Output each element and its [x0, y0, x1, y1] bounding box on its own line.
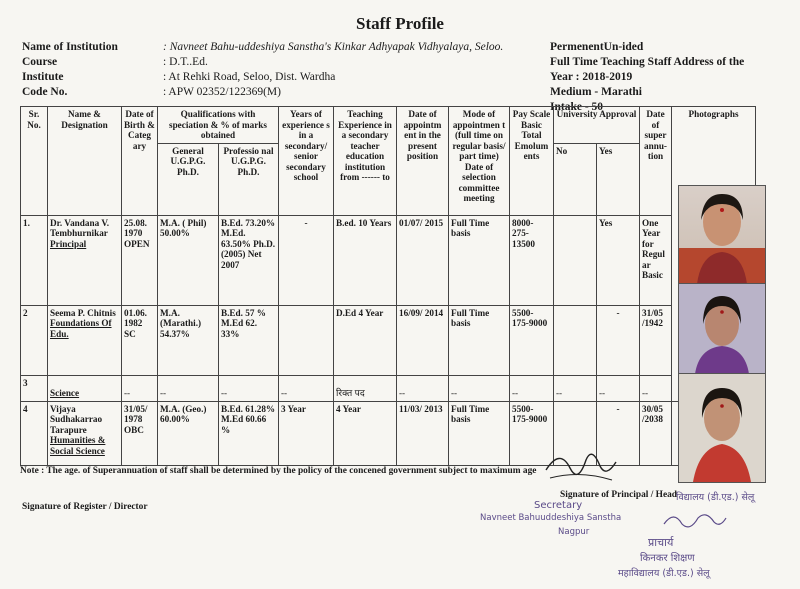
signature-stamp-icon	[660, 508, 730, 534]
row-designation: Humanities & Social Science	[50, 435, 106, 456]
row-prof: B.Ed. 57 % M.Ed 62. 33%	[219, 305, 279, 375]
table-row	[21, 401, 756, 465]
row-doa: 01/07/ 2015	[397, 215, 449, 305]
person-photo-icon	[679, 186, 765, 284]
row-general: --	[158, 375, 219, 401]
row-designation: Science	[50, 388, 80, 398]
table-row	[21, 215, 756, 305]
row-pay: 5500- 175-9000	[510, 401, 554, 465]
header-right	[550, 40, 795, 115]
row-mode: --	[449, 375, 510, 401]
col-dob: Date of Birth & Categ ary	[122, 107, 158, 216]
label-institute: Institute	[22, 71, 64, 83]
row-sr: 1.	[21, 215, 48, 305]
table-row	[21, 375, 756, 401]
row-mode: Full Time basis	[449, 215, 510, 305]
col-approval-yes: Yes	[597, 143, 640, 215]
page-title: Staff Profile	[356, 14, 444, 33]
row-pay: 5500- 175-9000	[510, 305, 554, 375]
col-name: Name & Designation	[48, 107, 122, 216]
row-super: One Year for Regul ar Basic	[640, 215, 672, 305]
row-doa: --	[397, 375, 449, 401]
row-name: Seema P. Chitnis	[50, 307, 116, 318]
row-prof: B.Ed. 61.28% M.Ed 60.66 %	[219, 401, 279, 465]
right-line-1: PermenentUn-ided	[550, 41, 644, 53]
row-exp: --	[279, 375, 334, 401]
stamp-secretary: Secretary	[534, 500, 583, 511]
row-designation: Principal	[50, 238, 87, 249]
row-name-cell	[48, 375, 122, 401]
row-general: M.A. (Geo.) 60.00%	[158, 401, 219, 465]
row-super: 31/05 /1942	[640, 305, 672, 375]
stamp-hindi-principal: प्राचार्य	[648, 536, 674, 549]
row-dob: 31/05/ 1978 OBC	[122, 401, 158, 465]
stamp-hindi-line2: किनकर शिक्षण	[640, 553, 695, 564]
header-values	[163, 40, 553, 100]
row-no: --	[554, 375, 597, 401]
row-general: M.A. (Marathi.) 54.37%	[158, 305, 219, 375]
row-exp: -	[279, 215, 334, 305]
col-super: Date of super annu- tion	[640, 107, 672, 216]
right-line-3: Year : 2018-2019	[550, 71, 633, 83]
label-code: Code No.	[22, 86, 68, 98]
row-exp	[279, 305, 334, 375]
photo-staff-4	[678, 373, 766, 483]
col-pay: Pay Scale Basic Total Emolum ents	[510, 107, 554, 216]
col-doa: Date of appointm ent in the present position	[397, 107, 449, 216]
stamp-city: Nagpur	[558, 527, 590, 537]
row-dob: 01.06. 1982 SC	[122, 305, 158, 375]
row-yes: --	[597, 375, 640, 401]
col-photo: Photographs	[672, 107, 756, 402]
row-super: 30/05 /2038	[640, 401, 672, 465]
row-prof: B.Ed. 73.20% M.Ed. 63.50% Ph.D. (2005) Net 2007	[219, 215, 279, 305]
row-sr: 4	[21, 401, 48, 465]
row-no	[554, 215, 597, 305]
col-approval: University Approval	[554, 107, 640, 144]
row-name: Dr. Vandana V. Tembhurnikar	[50, 217, 110, 238]
right-line-2: Full Time Teaching Staff Address of the	[550, 56, 745, 68]
col-qual-prof: Professio nal U.G.P.G. Ph.D.	[219, 143, 279, 215]
stamp-hindi-top: विद्यालय (डी.एड.) सेलू	[676, 492, 755, 503]
row-name: Vijaya Sudhakarrao Tarapure	[50, 403, 103, 435]
value-code: : APW 02352/122369(M)	[163, 86, 281, 98]
col-exp: Years of experience s in a secondary/ senior secondary school	[279, 107, 334, 216]
stamp-org: Navneet Bahuuddeshiya Sanstha	[480, 513, 622, 523]
col-mode: Mode of appointmen t (full time on regular basis/ part time) Date of selection committee meeting	[449, 107, 510, 216]
value-course: : D.T..Ed.	[163, 56, 208, 68]
signature-principal-icon	[540, 440, 620, 490]
row-doa: 11/03/ 2013	[397, 401, 449, 465]
right-line-5: Intake - 50	[550, 101, 604, 113]
photo-staff-2	[678, 283, 766, 375]
row-designation: Foundations Of Edu.	[50, 318, 112, 339]
label-course: Course	[22, 56, 58, 68]
header-labels	[22, 40, 162, 100]
row-pay: 8000- 275- 13500	[510, 215, 554, 305]
person-photo-icon	[679, 374, 765, 482]
row-general: M.A. ( Phil) 50.00%	[158, 215, 219, 305]
row-name-cell	[48, 215, 122, 305]
col-approval-no: No	[554, 143, 597, 215]
photo-principal	[678, 185, 766, 285]
row-teach: D.Ed 4 Year	[334, 305, 397, 375]
value-institution: : Navneet Bahu-uddeshiya Sanstha's Kinkar Adhyapak Vidhyalaya, Seloo.	[163, 41, 504, 53]
col-sr: Sr. No.	[21, 107, 48, 216]
row-doa: 16/09/ 2014	[397, 305, 449, 375]
table-row	[21, 305, 756, 375]
row-name-cell	[48, 305, 122, 375]
row-pay: --	[510, 375, 554, 401]
row-dob: 25.08. 1970 OPEN	[122, 215, 158, 305]
staff-table	[20, 106, 756, 466]
row-no	[554, 305, 597, 375]
row-name-cell	[48, 401, 122, 465]
col-teach-exp: Teaching Experience in a secondary teacher education institution from ------ to	[334, 107, 397, 216]
right-line-4: Medium - Marathi	[550, 86, 642, 98]
row-dob: --	[122, 375, 158, 401]
col-qual-general: General U.G.P.G. Ph.D.	[158, 143, 219, 215]
col-qual: Qualifications with speciation & % of marks obtained	[158, 107, 279, 144]
signature-right-label: Signature of Principal / Head	[560, 490, 678, 500]
row-mode: Full Time basis	[449, 401, 510, 465]
label-institution: Name of Institution	[22, 41, 118, 53]
row-sr: 2	[21, 305, 48, 375]
value-institute: : At Rehki Road, Seloo, Dist. Wardha	[163, 71, 336, 83]
row-super: --	[640, 375, 672, 401]
signature-left-label: Signature of Register / Director	[22, 502, 148, 512]
row-yes: -	[597, 401, 640, 465]
row-teach: 4 Year	[334, 401, 397, 465]
row-teach: B.ed. 10 Years	[334, 215, 397, 305]
person-photo-icon	[679, 284, 765, 374]
row-teach: रिक्त पद	[334, 375, 397, 401]
row-yes: -	[597, 305, 640, 375]
row-yes: Yes	[597, 215, 640, 305]
row-sr: 3	[21, 375, 48, 401]
row-mode: Full Time basis	[449, 305, 510, 375]
row-prof: --	[219, 375, 279, 401]
stamp-hindi-line3: महाविद्यालय (डी.एड.) सेलू	[618, 568, 710, 579]
row-exp: 3 Year	[279, 401, 334, 465]
note-text: Note : The age. of Superannuation of staff shall be determined by the policy of the concened government subject to maximum age	[20, 466, 537, 476]
